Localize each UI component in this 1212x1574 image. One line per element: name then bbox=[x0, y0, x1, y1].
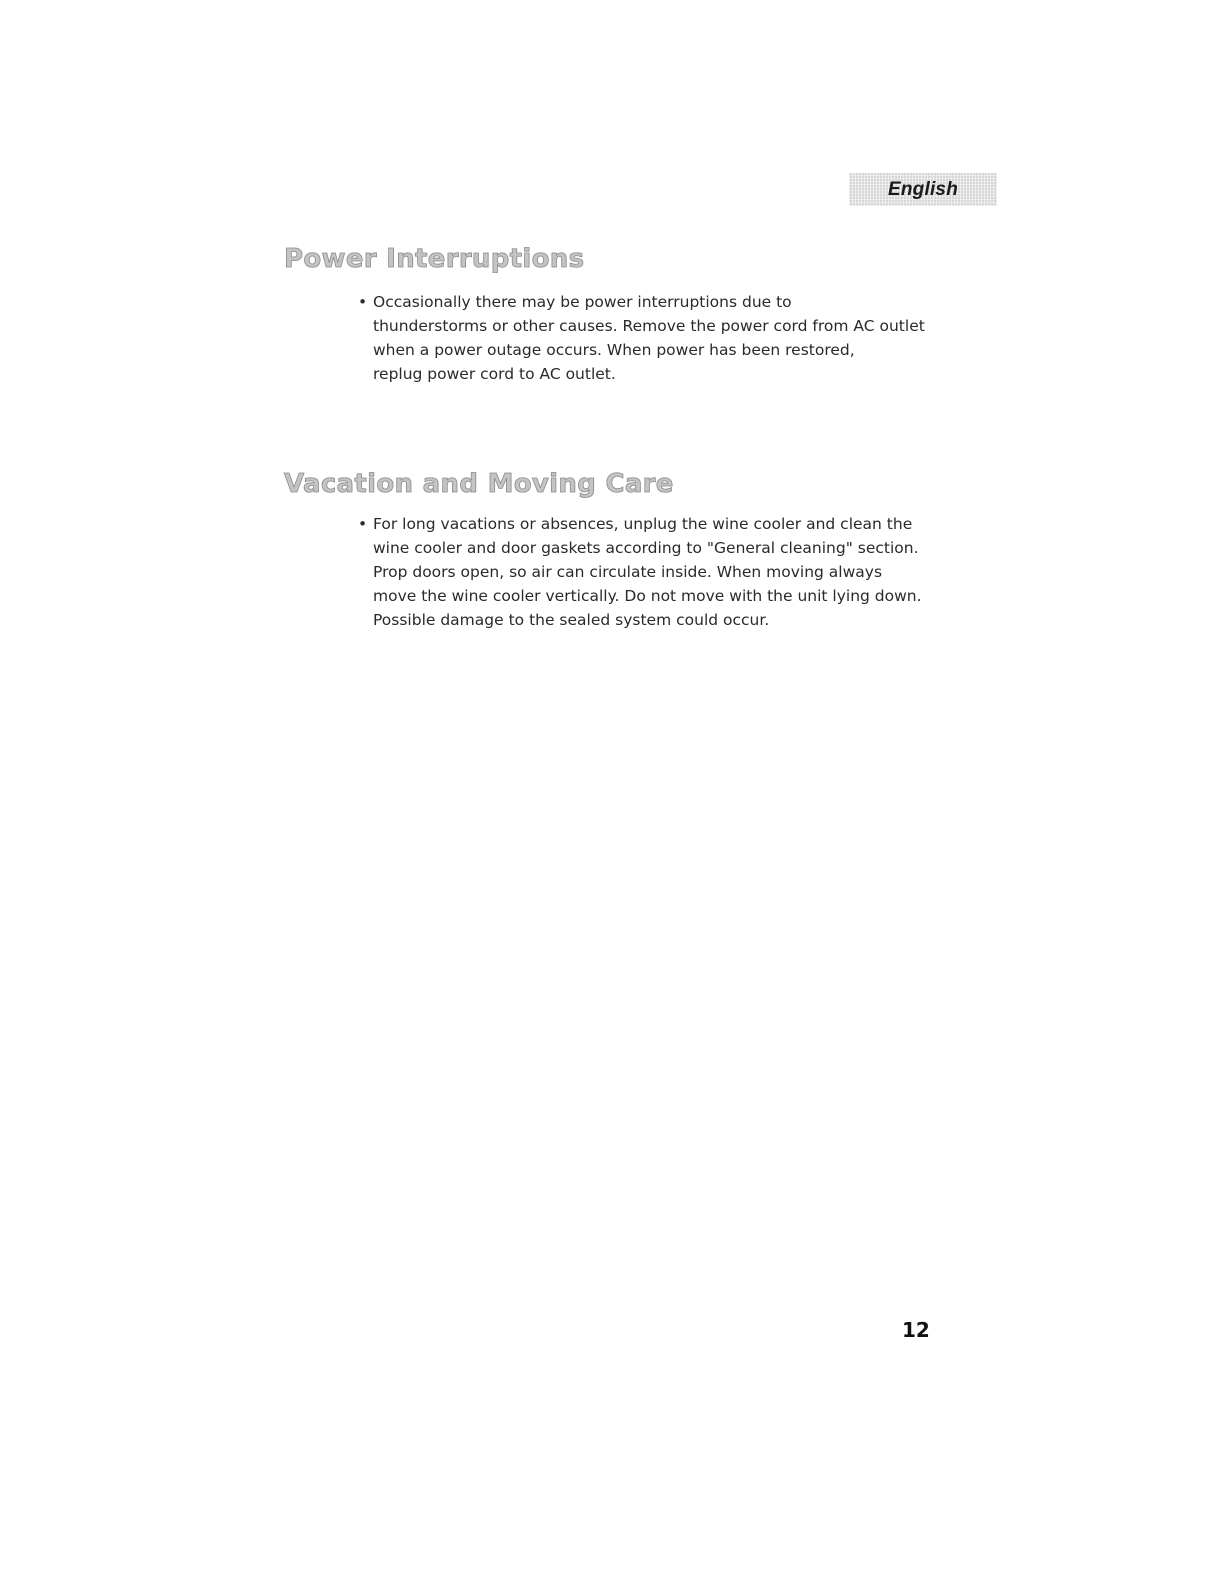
bullet-icon: • bbox=[358, 293, 368, 311]
text-line: Possible damage to the sealed system could occur. bbox=[373, 611, 770, 629]
language-tab-label: English bbox=[887, 178, 958, 200]
text-line: replug power cord to AC outlet. bbox=[373, 365, 616, 383]
text-line: wine cooler and door gaskets according to "General cleaning" section. bbox=[373, 539, 919, 557]
bullet-text bbox=[373, 290, 925, 386]
text-line: move the wine cooler vertically. Do not move with the unit lying down. bbox=[373, 587, 922, 605]
text-line: For long vacations or absences, unplug the wine cooler and clean the bbox=[373, 515, 913, 533]
section-heading-power-interruptions: Power Interruptions bbox=[284, 244, 585, 274]
text-line: when a power outage occurs. When power has been restored, bbox=[373, 341, 855, 359]
section-heading-vacation-and-moving-care: Vacation and Moving Care bbox=[284, 469, 674, 499]
text-line: Prop doors open, so air can circulate inside. When moving always bbox=[373, 563, 883, 581]
text-line: thunderstorms or other causes. Remove the power cord from AC outlet bbox=[373, 317, 925, 335]
text-line: Occasionally there may be power interruptions due to bbox=[373, 293, 792, 311]
bullet-item-vacation-and-moving-care bbox=[358, 512, 938, 632]
language-tab bbox=[849, 173, 997, 206]
bullet-text bbox=[373, 512, 922, 632]
bullet-icon: • bbox=[358, 515, 368, 533]
bullet-item-power-interruptions bbox=[358, 290, 938, 386]
page-number: 12 bbox=[902, 1318, 930, 1342]
